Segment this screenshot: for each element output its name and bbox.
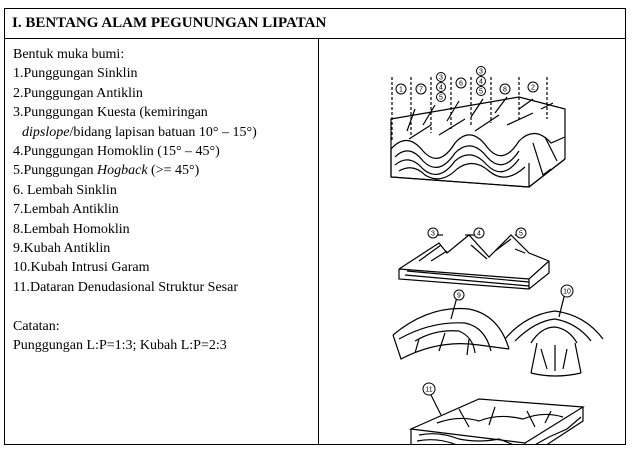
- list-item-1: 1.Punggungan Sinklin: [13, 66, 138, 82]
- anticline-dome-label: [454, 290, 464, 300]
- fold-block-labels: [396, 67, 538, 102]
- list-item-5-prefix: 5.Punggungan: [13, 163, 97, 179]
- label-homocline: 4: [477, 230, 481, 238]
- label-3b: 3: [479, 68, 483, 76]
- label-3a: 3: [439, 74, 443, 82]
- label-11: 11: [425, 386, 433, 394]
- list-item-10: 10.Kubah Intrusi Garam: [13, 260, 150, 276]
- ridge-block-diagram: [399, 235, 549, 289]
- list-intro: Bentuk muka bumi:: [13, 47, 125, 62]
- hogback-term: Hogback: [97, 163, 148, 179]
- label-cuesta: 3: [431, 230, 435, 238]
- notes-label: Catatan:: [13, 318, 60, 334]
- list-item-8: 8.Lembah Homoklin: [13, 221, 130, 237]
- dipslope-term: dipslope: [22, 124, 70, 140]
- list-item-5-suffix: (>= 45°): [147, 163, 200, 179]
- list-item-5: [13, 161, 313, 180]
- list-item-2: 2.Punggungan Antiklin: [13, 85, 143, 101]
- notes-text: Punggungan L:P=1:3; Kubah L:P=2:3: [13, 338, 227, 354]
- label-5a: 5: [439, 94, 443, 102]
- label-4a: 4: [439, 84, 443, 92]
- list-item-4: 4.Punggungan Homoklin (15° – 45°): [13, 144, 220, 160]
- label-7: 7: [419, 86, 423, 94]
- label-8: 8: [503, 86, 507, 94]
- list-item-3: 3.Punggungan Kuesta (kemiringan: [13, 105, 208, 121]
- label-5b: 5: [479, 88, 483, 96]
- list-item-9: 9.Kubah Antiklin: [13, 241, 111, 257]
- table-header: I. BENTANG ALAM PEGUNUNGAN LIPATAN: [5, 9, 625, 39]
- list-item-3-rest: /bidang lapisan batuan 10° – 15°): [69, 124, 257, 140]
- label-4b: 4: [479, 78, 483, 86]
- list-item-6: 6. Lembah Sinklin: [13, 182, 117, 198]
- ridge-block-labels: [428, 228, 526, 238]
- landform-list-cell: [13, 45, 313, 355]
- table-frame: [4, 8, 626, 445]
- label-1: 1: [399, 86, 403, 94]
- label-hogback: 5: [519, 230, 523, 238]
- label-10: 10: [563, 288, 571, 296]
- list-item-7: 7.Lembah Antiklin: [13, 202, 119, 218]
- label-2: 2: [531, 84, 535, 92]
- salt-dome-diagram: [505, 293, 603, 376]
- anticline-dome-diagram: [393, 297, 509, 359]
- illustration-cell: [319, 39, 625, 444]
- list-item-11: 11.Dataran Denudasional Struktur Sesar: [13, 279, 238, 295]
- fault-plain-label: [423, 383, 435, 395]
- landform-illustrations: [319, 39, 625, 444]
- label-9: 9: [457, 292, 461, 300]
- fault-plain-block-diagram: [411, 395, 583, 444]
- label-6: 6: [459, 80, 463, 88]
- salt-dome-label: [561, 285, 573, 297]
- list-item-3-continued: [13, 123, 313, 142]
